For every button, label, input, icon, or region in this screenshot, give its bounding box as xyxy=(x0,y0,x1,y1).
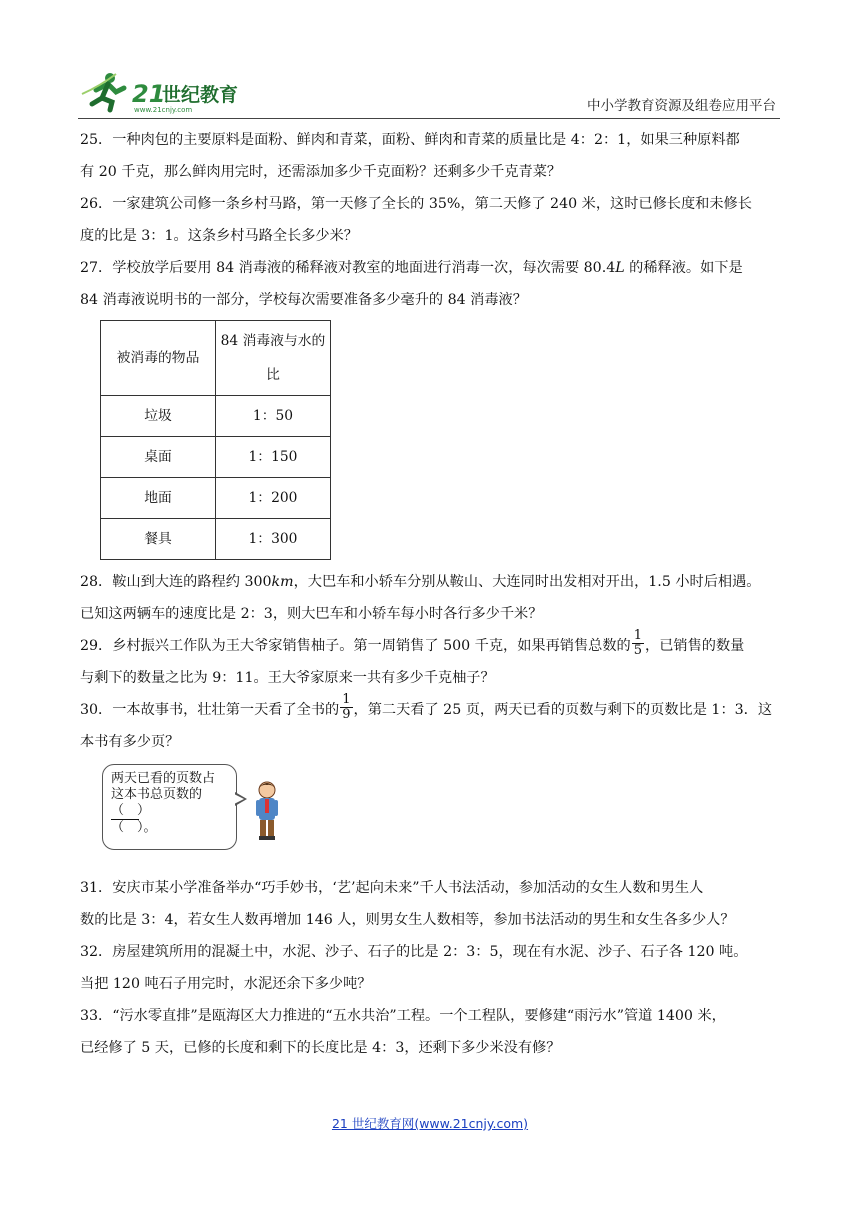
table-cell-ratio: 1：200 xyxy=(216,478,331,519)
svg-text:世纪教育: 世纪教育 xyxy=(162,84,239,106)
svg-text:www.21cnjy.com: www.21cnjy.com xyxy=(134,106,193,114)
table-cell-item: 桌面 xyxy=(101,437,216,478)
question-26 xyxy=(80,188,782,252)
q25-line1: 25．一种肉包的主要原料是面粉、鲜肉和青菜，面粉、鲜肉和青菜的质量比是 4：2：1，如果三种原料都 xyxy=(80,132,740,148)
q30-line1b: ，第二天看了 25 页，两天已看的页数与剩下的页数比是 1：3．这 xyxy=(353,702,773,718)
q26-line1: 26．一家建筑公司修一条乡村马路，第一天修了全长的 35%，第二天修了 240 米，这时已修长度和未修长 xyxy=(80,196,752,212)
page-footer xyxy=(0,1114,860,1132)
table-cell-item: 餐具 xyxy=(101,519,216,560)
bubble-line2: 这本书总页数的 xyxy=(111,787,203,802)
q29-frac-numerator: 1 xyxy=(633,627,642,643)
q30-frac-numerator: 1 xyxy=(342,691,351,707)
table-cell-item: 垃圾 xyxy=(101,396,216,437)
q29-line1b: ，已销售的数量 xyxy=(645,638,745,654)
q29-line1a: 29．乡村振兴工作队为王大爷家销售柚子。第一周销售了 500 千克，如果再销售总数的 xyxy=(80,638,631,654)
question-27 xyxy=(80,252,782,316)
table-header-row xyxy=(101,321,331,396)
q29-frac-denominator: 5 xyxy=(633,642,642,658)
q30-line2: 本书有多少页？ xyxy=(80,734,180,750)
question-list xyxy=(80,124,782,1064)
footer-link[interactable]: 21 世纪教育网(www.21cnjy.com) xyxy=(331,1116,529,1131)
q27-unit: L xyxy=(615,260,625,276)
bubble-line1: 两天已看的页数占 xyxy=(111,771,216,786)
q27-line2: 84 消毒液说明书的一部分，学校每次需要准备多少毫升的 84 消毒液？ xyxy=(80,292,527,308)
q28-line2: 已知这两辆车的速度比是 2：3，则大巴车和小轿车每小时各行多少千米？ xyxy=(80,606,543,622)
q30-frac-denominator: 9 xyxy=(342,706,351,722)
q31-line2: 数的比是 3：4，若女生人数再增加 146 人，则男女生人数相等，参加书法活动的男生和女生各多少人？ xyxy=(80,912,735,928)
question-30 xyxy=(80,691,782,758)
platform-title: 中小学教育资源及组卷应用平台 xyxy=(587,98,776,114)
bubble-numerator: （ ） xyxy=(111,803,151,818)
table-row xyxy=(101,519,331,560)
site-logo[interactable] xyxy=(80,68,250,114)
q27-line1b: 的稀释液。如下是 xyxy=(624,260,743,276)
q26-line2: 度的比是 3：1。这条乡村马路全长多少米？ xyxy=(80,228,358,244)
svg-text:21: 21 xyxy=(132,80,166,108)
q33-line1: 33．“污水零直排”是瓯海区大力推进的“五水共治”工程。一个工程队，要修建“雨污水”管道 1400 米， xyxy=(80,1008,726,1024)
runner-logo-icon xyxy=(80,68,250,114)
table-cell-item: 地面 xyxy=(101,478,216,519)
table-row xyxy=(101,478,331,519)
question-29 xyxy=(80,627,782,694)
question-32 xyxy=(80,936,782,1000)
table-header-item: 被消毒的物品 xyxy=(101,321,216,396)
boy-character-icon xyxy=(254,780,280,842)
q29-line2: 与剩下的数量之比为 9：11。王大爷家原来一共有多少千克柚子？ xyxy=(80,670,495,686)
q29-fraction xyxy=(632,629,644,658)
table-header-ratio: 84 消毒液与水的比 xyxy=(216,321,331,396)
q32-line2: 当把 120 吨石子用完时，水泥还余下多少吨？ xyxy=(80,976,372,992)
question-31 xyxy=(80,872,782,936)
hint-illustration xyxy=(102,764,782,864)
question-28 xyxy=(80,566,782,630)
table-cell-ratio: 1：150 xyxy=(216,437,331,478)
disinfectant-ratio-table xyxy=(100,320,331,560)
q32-line1: 32．房屋建筑所用的混凝土中，水泥、沙子、石子的比是 2：3：5，现在有水泥、沙子、石子各 120 吨。 xyxy=(80,944,748,960)
q25-line2: 有 20 千克，那么鲜肉用完时，还需添加多少千克面粉？还剩多少千克青菜？ xyxy=(80,164,562,180)
q27-line1a: 27．学校放学后要用 84 消毒液的稀释液对教室的地面进行消毒一次，每次需要 80.4 xyxy=(80,260,616,276)
table-row xyxy=(101,396,331,437)
q30-line1a: 30．一本故事书，壮壮第一天看了全书的 xyxy=(80,702,340,718)
q28-unit: km xyxy=(271,574,294,590)
q33-line2: 已经修了 5 天，已修的长度和剩下的长度比是 4：3，还剩下多少米没有修？ xyxy=(80,1040,561,1056)
table-cell-ratio: 1：50 xyxy=(216,396,331,437)
table-cell-ratio: 1：300 xyxy=(216,519,331,560)
page-header xyxy=(78,64,780,119)
q30-fraction xyxy=(340,693,352,722)
speech-bubble xyxy=(102,764,237,850)
q28-line1b: ，大巴车和小轿车分别从鞍山、大连同时出发相对开出，1.5 小时后相遇。 xyxy=(293,574,761,590)
q31-line1: 31．安庆市某小学准备举办“巧手妙书，‘艺’起向未来”千人书法活动，参加活动的女生人数和男生人 xyxy=(80,880,704,896)
question-33 xyxy=(80,1000,782,1064)
q28-line1a: 28．鞍山到大连的路程约 300 xyxy=(80,574,272,590)
question-25 xyxy=(80,124,782,188)
table-row xyxy=(101,437,331,478)
bubble-denominator: （ ）。 xyxy=(111,820,157,835)
